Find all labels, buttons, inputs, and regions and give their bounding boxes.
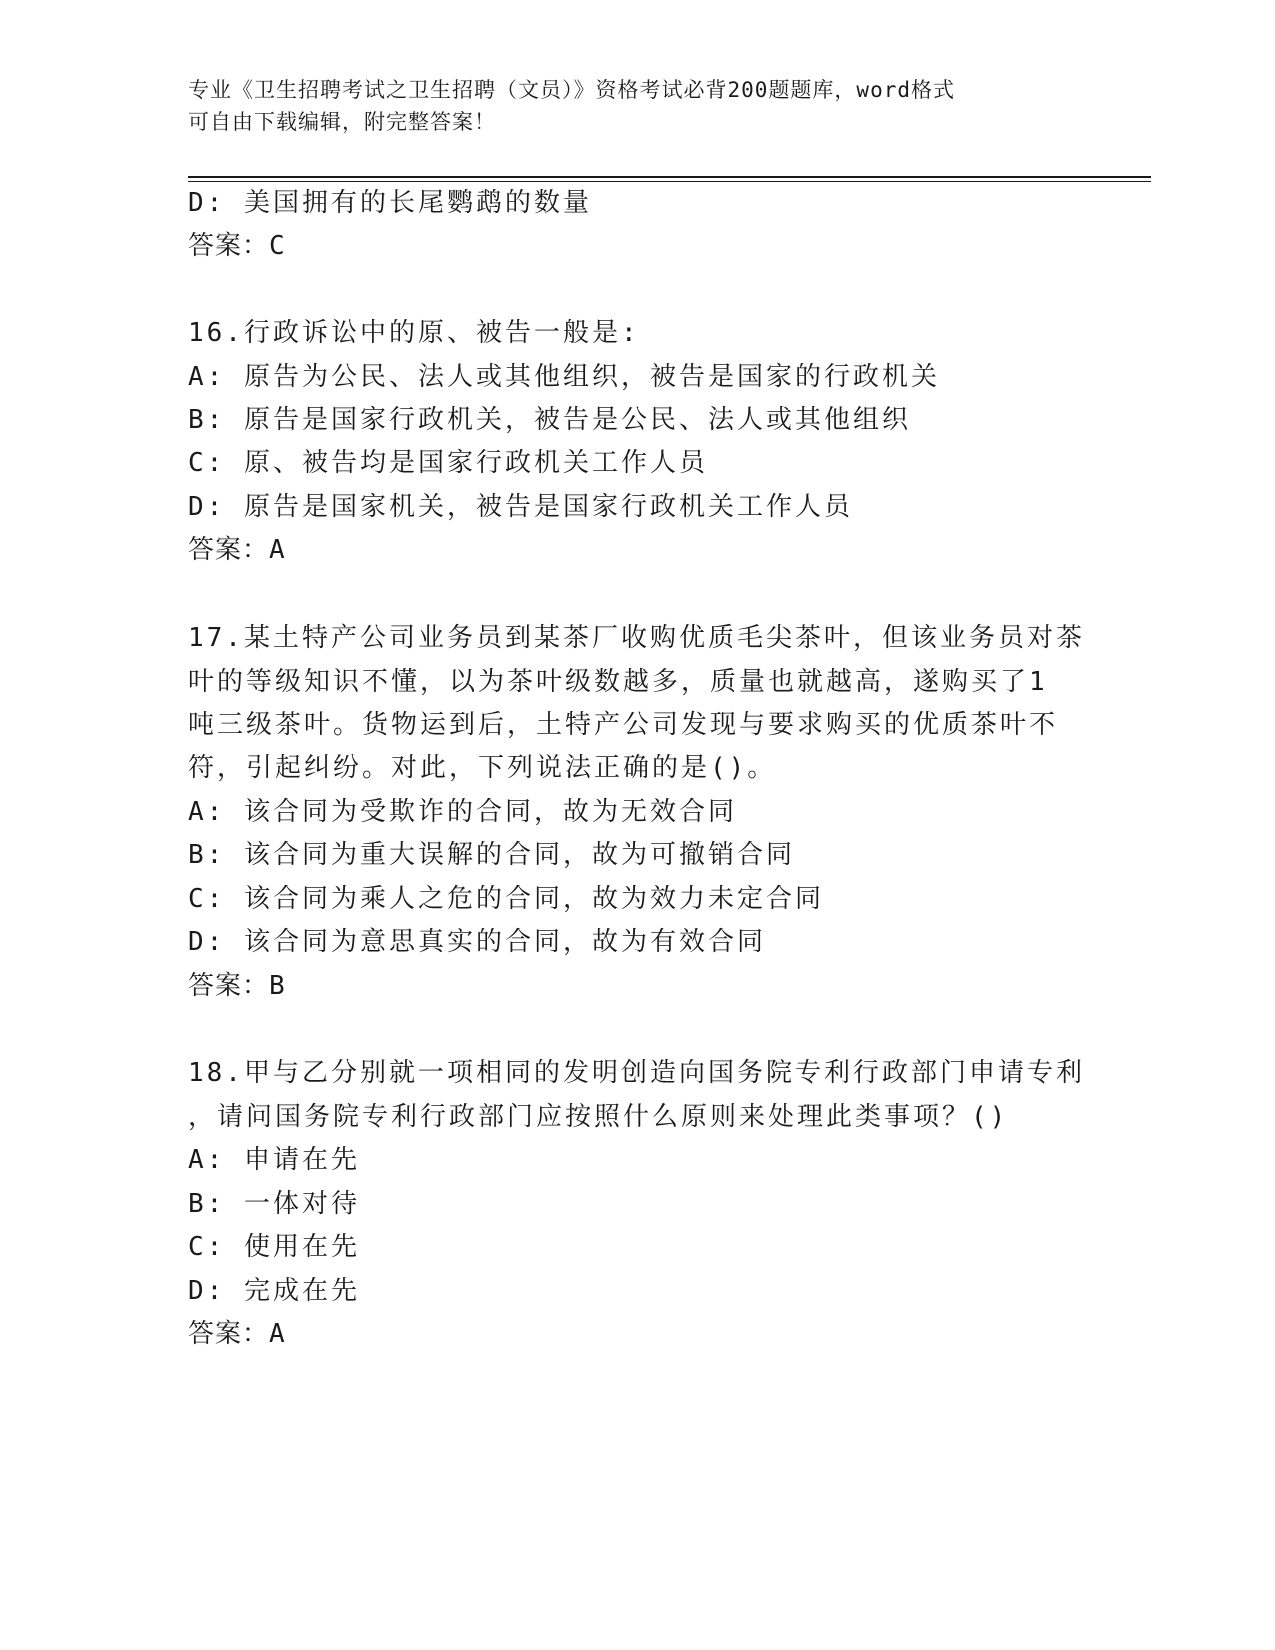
q16-option-b: B: 原告是国家行政机关，被告是公民、法人或其他组织 — [188, 405, 911, 435]
q18-stem-line-1: 18.甲与乙分别就一项相同的发明创造向国务院专利行政部门申请专利 — [188, 1058, 1085, 1088]
q16-option-c: C: 原、被告均是国家行政机关工作人员 — [188, 448, 708, 478]
q16-stem: 16.行政诉讼中的原、被告一般是: — [188, 318, 640, 348]
document-header — [188, 74, 1088, 138]
q18-stem-line-2: ，请问国务院专利行政部门应按照什么原则来处理此类事项？() — [188, 1102, 1009, 1132]
q18-option-b: B: 一体对待 — [188, 1189, 360, 1219]
q17-option-d: D: 该合同为意思真实的合同，故为有效合同 — [188, 927, 766, 957]
q18-answer: 答案：A — [188, 1319, 286, 1349]
prev-option-d: D: 美国拥有的长尾鹦鹉的数量 — [188, 188, 592, 218]
q17-answer: 答案：B — [188, 971, 286, 1001]
header-line-2: 可自由下载编辑，附完整答案！ — [188, 110, 496, 134]
q17-option-b: B: 该合同为重大误解的合同，故为可撤销合同 — [188, 840, 795, 870]
q17-option-c: C: 该合同为乘人之危的合同，故为效力未定合同 — [188, 884, 824, 914]
q18-option-d: D: 完成在先 — [188, 1276, 360, 1306]
q17-option-a: A: 该合同为受欺诈的合同，故为无效合同 — [188, 797, 737, 827]
q17-stem-line-1: 17.某土特产公司业务员到某茶厂收购优质毛尖茶叶，但该业务员对茶 — [188, 623, 1085, 653]
q17-stem-line-3: 吨三级茶叶。货物运到后，土特产公司发现与要求购买的优质茶叶不 — [188, 710, 1059, 740]
q16-option-a: A: 原告为公民、法人或其他组织，被告是国家的行政机关 — [188, 362, 940, 392]
q18-option-a: A: 申请在先 — [188, 1145, 360, 1175]
q16-answer: 答案：A — [188, 535, 286, 565]
q16-option-d: D: 原告是国家机关，被告是国家行政机关工作人员 — [188, 492, 853, 522]
q18-option-c: C: 使用在先 — [188, 1232, 360, 1262]
header-rule-thin — [188, 181, 1151, 182]
prev-answer: 答案：C — [188, 231, 286, 261]
q17-stem-line-4: 符，引起纠纷。对此，下列说法正确的是()。 — [188, 753, 777, 783]
header-line-1: 专业《卫生招聘考试之卫生招聘（文员）》资格考试必背200题题库，word格式 — [188, 78, 955, 102]
q17-stem-line-2: 叶的等级知识不懂，以为茶叶级数越多，质量也就越高，遂购买了1 — [188, 667, 1048, 697]
header-rule-thick — [188, 176, 1151, 178]
